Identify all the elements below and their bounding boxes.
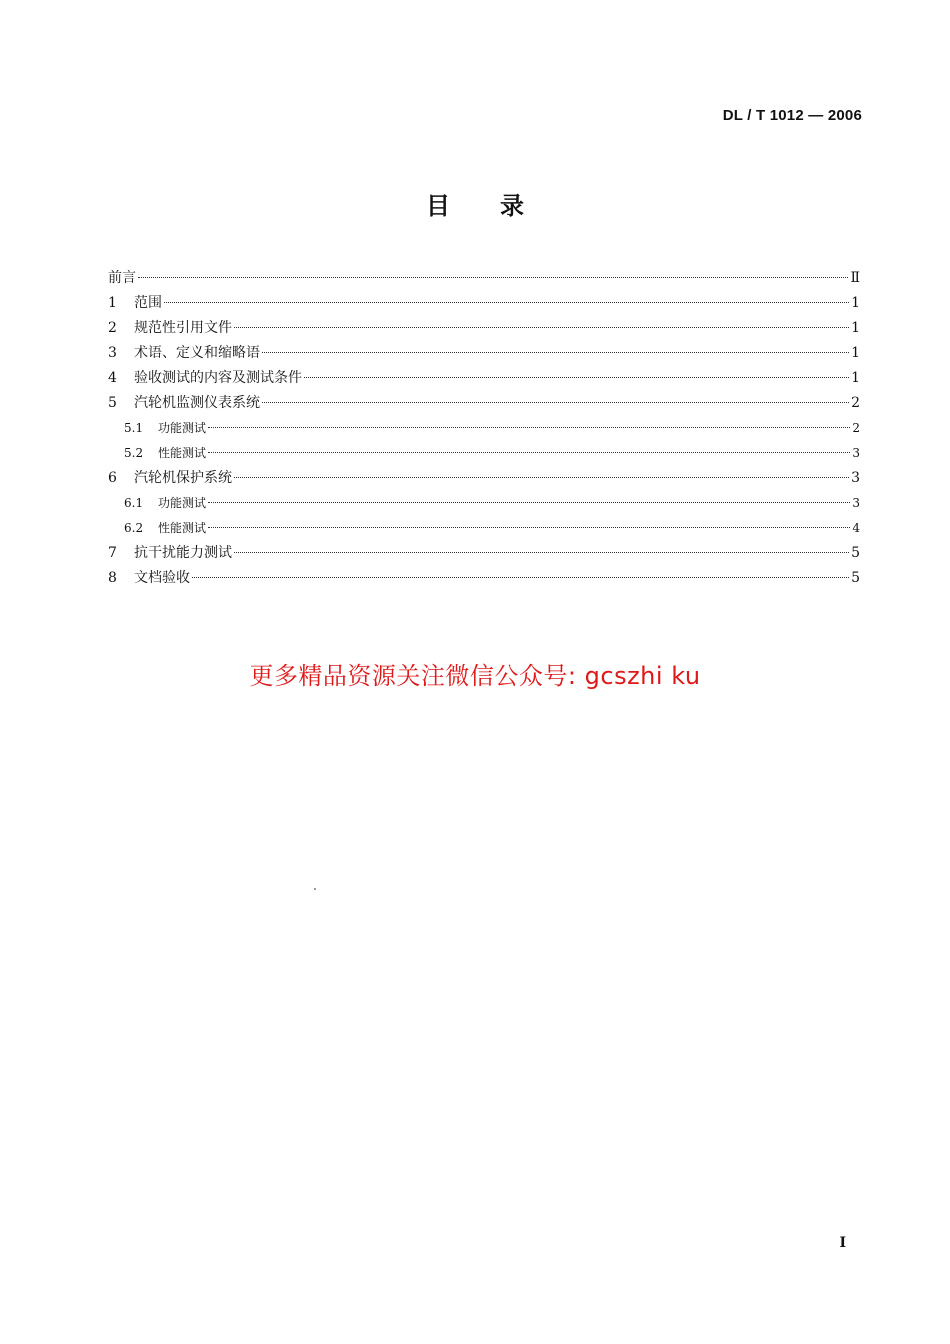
toc-entry[interactable]	[108, 366, 860, 391]
toc-entry-label: 汽轮机保护系统	[134, 470, 232, 486]
toc-entry-page: 5	[851, 570, 860, 586]
toc-entry[interactable]	[108, 316, 860, 341]
toc-entry-page: 2	[852, 421, 860, 435]
toc-entry-label: 功能测试	[158, 421, 207, 435]
toc-entry-page: 4	[852, 521, 860, 535]
toc-entry-number: 5.2	[124, 446, 144, 460]
table-of-contents	[108, 266, 860, 591]
toc-leader-dots	[164, 302, 849, 303]
toc-entry-page: Ⅱ	[850, 270, 860, 286]
toc-leader-dots	[234, 477, 849, 478]
toc-leader-dots	[192, 577, 849, 578]
toc-entry-number: 7	[108, 545, 117, 561]
toc-entry[interactable]	[108, 541, 860, 566]
toc-entry-label: 性能测试	[158, 446, 207, 460]
toc-leader-dots	[208, 502, 850, 503]
toc-entry-number: 4	[108, 370, 117, 386]
stray-dot	[314, 888, 316, 890]
toc-entry-number: 5	[108, 395, 117, 411]
toc-entry-label: 抗干扰能力测试	[134, 545, 232, 561]
toc-entry-label: 性能测试	[158, 521, 207, 535]
toc-leader-dots	[138, 277, 848, 278]
page-title	[0, 186, 950, 221]
toc-entry-page: 5	[851, 545, 860, 561]
toc-leader-dots	[234, 552, 849, 553]
toc-leader-dots	[262, 352, 849, 353]
toc-entry[interactable]	[108, 391, 860, 416]
toc-entry-label: 规范性引用文件	[134, 320, 232, 336]
toc-entry-label: 汽轮机监测仪表系统	[134, 395, 260, 411]
toc-leader-dots	[208, 427, 850, 428]
notice-text: 更多精品资源关注微信公众号: gcszhi ku	[249, 662, 701, 690]
toc-entry[interactable]	[108, 266, 860, 291]
toc-entry-label: 文档验收	[134, 570, 190, 586]
toc-entry-label: 范围	[134, 295, 162, 311]
toc-entry-number: 5.1	[124, 421, 144, 435]
toc-entry[interactable]	[108, 566, 860, 591]
toc-entry-label: 术语、定义和缩略语	[134, 345, 260, 361]
toc-entry-page: 3	[852, 446, 860, 460]
toc-entry-number: 2	[108, 320, 117, 336]
toc-entry-page: 3	[851, 470, 860, 486]
toc-entry-label: 验收测试的内容及测试条件	[134, 370, 302, 386]
toc-entry-number: 3	[108, 345, 117, 361]
toc-entry[interactable]	[108, 341, 860, 366]
toc-entry-label: 功能测试	[158, 496, 207, 510]
page-number: I	[839, 1235, 846, 1251]
toc-entry[interactable]	[108, 291, 860, 316]
toc-entry-page: 1	[851, 345, 860, 361]
toc-entry[interactable]	[108, 441, 860, 466]
toc-entry-number: 8	[108, 570, 117, 586]
toc-entry[interactable]	[108, 516, 860, 541]
toc-entry-page: 1	[851, 320, 860, 336]
toc-entry-page: 3	[852, 496, 860, 510]
toc-entry-number: 6.1	[124, 496, 144, 510]
toc-leader-dots	[234, 327, 849, 328]
toc-entry-number: 1	[108, 295, 117, 311]
toc-entry[interactable]	[108, 466, 860, 491]
toc-leader-dots	[304, 377, 849, 378]
toc-leader-dots	[208, 527, 850, 528]
standard-code: DL / T 1012 — 2006	[722, 107, 862, 124]
title-char-1: 目	[426, 192, 450, 220]
toc-entry-page: 1	[851, 295, 860, 311]
toc-entry-label: 前言	[108, 270, 136, 286]
toc-entry-page: 1	[851, 370, 860, 386]
title-char-2: 录	[500, 192, 524, 220]
toc-leader-dots	[262, 402, 849, 403]
toc-entry-number: 6	[108, 470, 117, 486]
toc-entry-number: 6.2	[124, 521, 144, 535]
toc-entry[interactable]	[108, 491, 860, 516]
toc-entry[interactable]	[108, 416, 860, 441]
toc-leader-dots	[208, 452, 850, 453]
toc-entry-page: 2	[851, 395, 860, 411]
